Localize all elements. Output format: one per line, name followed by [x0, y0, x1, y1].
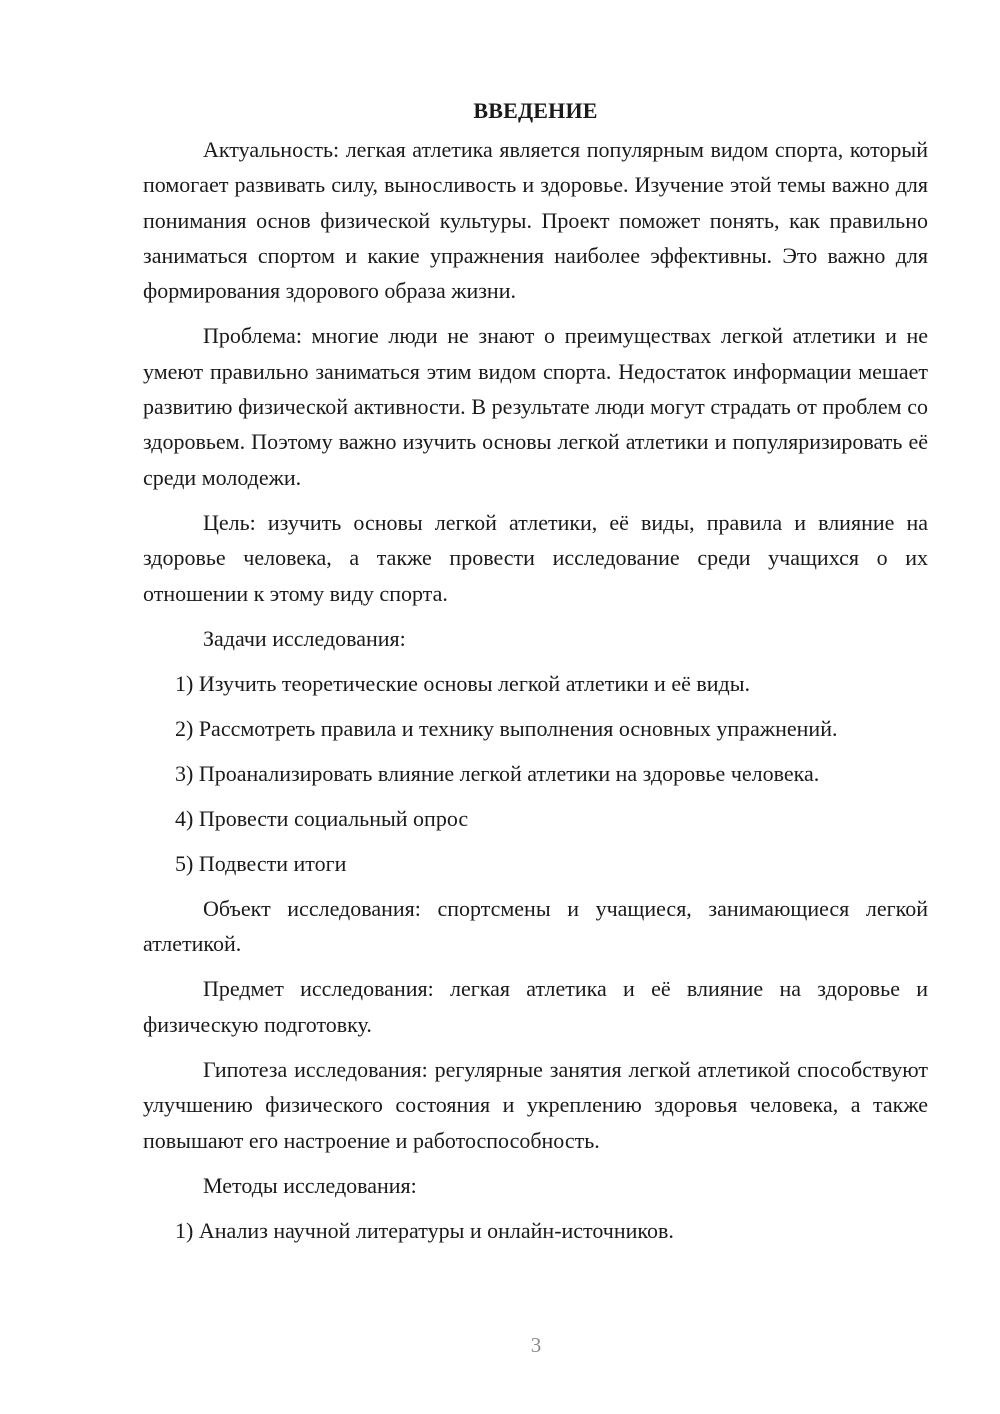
relevance-paragraph: Актуальность: легкая атлетика является популярным видом спорта, который помогает развивать силу, выносливость и здоровье. Изучение этой темы важно для понимания основ физической культуры. Проект поможет понять, как правильно заниматься спортом и какие упражнения наиболее эффективны. Это важно для формирования здорового образа жизни. — [143, 137, 928, 304]
page-number: 3 — [530, 1333, 542, 1357]
tasks-label: Задачи исследования: — [203, 625, 406, 651]
task-item-5: 5) Подвести итоги — [175, 850, 347, 876]
method-item-1: 1) Анализ научной литературы и онлайн-источников. — [175, 1217, 674, 1243]
task-item-2: 2) Рассмотреть правила и технику выполнения основных упражнений. — [175, 715, 838, 741]
goal-paragraph: Цель: изучить основы легкой атлетики, её виды, правила и влияние на здоровье человека, а также провести исследование среди учащихся о их отношении к этому виду спорта. — [143, 509, 928, 606]
task-item-1: 1) Изучить теоретические основы легкой атлетики и её виды. — [175, 670, 750, 696]
object-paragraph: Объект исследования: спортсмены и учащиеся, занимающиеся легкой атлетикой. — [143, 895, 928, 957]
task-item-3: 3) Проанализировать влияние легкой атлетики на здоровье человека. — [175, 760, 820, 786]
section-heading: ВВЕДЕНИЕ — [473, 98, 598, 123]
task-item-4: 4) Провести социальный опрос — [175, 805, 469, 831]
methods-label: Методы исследования: — [203, 1172, 417, 1198]
page-content — [143, 96, 928, 1258]
problem-paragraph: Проблема: многие люди не знают о преимуществах легкой атлетики и не умеют правильно заниматься этим видом спорта. Недостаток информации мешает развитию физической активности. В результате люди могут страдать от проблем со здоровьем. Поэтому важно изучить основы легкой атлетики и популяризировать её среди молодежи. — [143, 323, 928, 490]
hypothesis-paragraph: Гипотеза исследования: регулярные занятия легкой атлетикой способствуют улучшению физического состояния и укреплению здоровья человека, а также повышают его настроение и работоспособность. — [143, 1057, 928, 1153]
subject-paragraph: Предмет исследования: легкая атлетика и её влияние на здоровье и физическую подготовку. — [143, 976, 928, 1037]
